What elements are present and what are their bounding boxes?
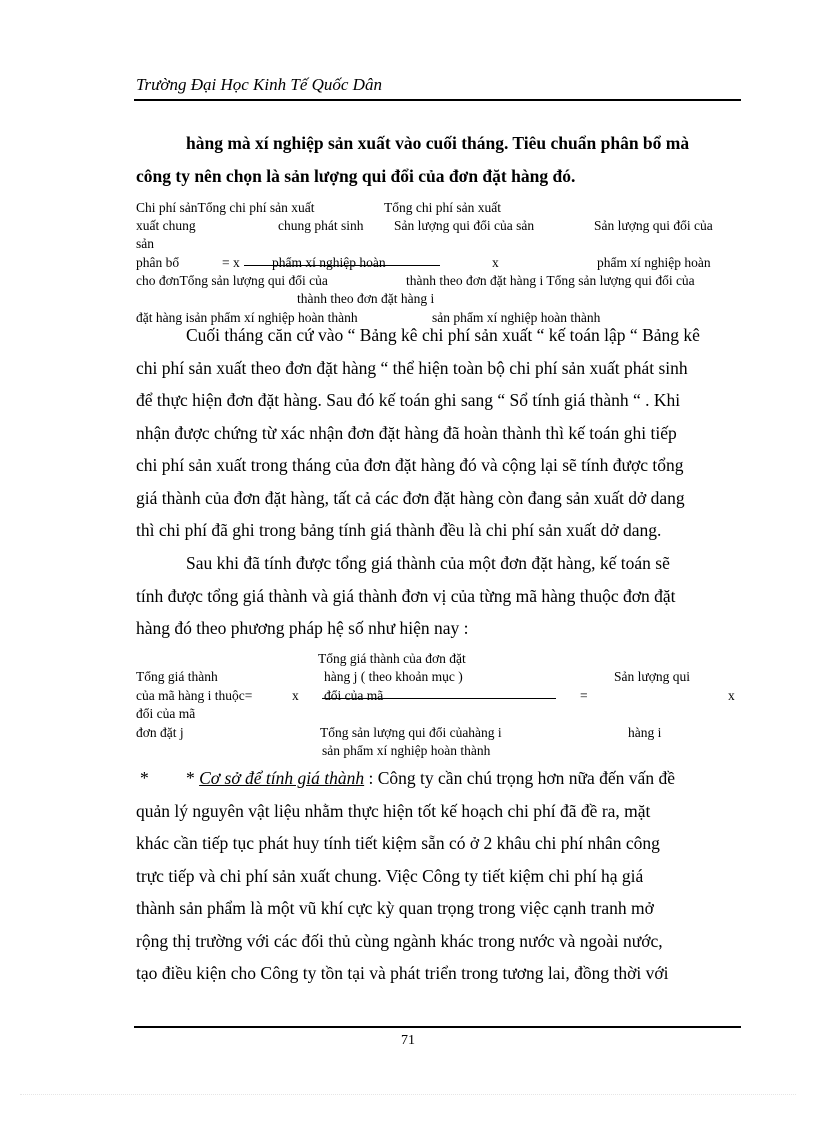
paragraph-4-line-4: trực tiếp và chi phí sản xuất chung. Việc Công ty tiết kiệm chi phí hạ giá [136,865,644,886]
formula1-row5-a: cho đơnTổng sản lượng qui đổi của [136,273,328,288]
formula2-right-1: Sản lượng qui [614,669,690,684]
page-boundary [20,1094,796,1095]
formula1-row1-left: Chi phí sảnTổng chi phí sản xuất [136,200,315,215]
formula1-row4-x: x [492,255,499,270]
formula1-row4-a: phân bổ [136,255,180,270]
bullet-star-1: * [140,768,149,788]
paragraph-1-line-1: hàng mà xí nghiệp sản xuất vào cuối tháng. Tiêu chuẩn phân bổ mà [186,133,690,153]
footer-divider [134,1026,741,1028]
formula1-row1-right: Tổng chi phí sản xuất [384,200,501,215]
formula1-row2-b: chung phát sinh [278,218,364,233]
formula2-bottom-2: sản phẩm xí nghiệp hoàn thành [322,743,491,758]
formula1-row4-e: phẩm xí nghiệp hoàn [597,255,711,270]
paragraph-4-line-2: quản lý nguyên vật liệu nhằm thực hiện tốt kế hoạch chi phí đã đề ra, mặt [136,800,651,821]
formula2-top-3: đổi của mã [324,688,384,703]
formula2-equals: = [580,688,588,703]
page-number: 71 [401,1033,415,1048]
formula2-top-2: hàng j ( theo khoản mục ) [324,669,463,684]
paragraph-2-line-7: thì chi phí đã ghi trong bảng tính giá thành đều là chi phí sản xuất dở dang. [136,520,662,540]
paragraph-2-line-6: giá thành của đơn đặt hàng, tất cả các đơn đặt hàng còn đang sản xuất dở dang [136,487,685,508]
formula2-left-3: đổi của mã [136,706,196,721]
paragraph-3-line-2: tính được tổng giá thành và giá thành đơn vị của từng mã hàng thuộc đơn đặt [136,585,676,606]
formula2-top-1: Tổng giá thành của đơn đặt [318,651,466,666]
paragraph-4 [136,762,741,990]
paragraph-2-line-5: chi phí sản xuất trong tháng của đơn đặt hàng đó và cộng lại sẽ tính được tổng [136,455,684,475]
formula2-left-2: của mã hàng i thuộc= [136,688,253,703]
formula2-bottom-1: Tổng sản lượng qui đổi củahàng i [320,725,502,740]
paragraph-4-line-6: rộng thị trường với các đối thủ cùng ngành khác trong nước và ngoài nước, [136,930,663,951]
formula1-row2-d: Sản lượng qui đổi của [594,218,713,233]
formula1-row7-a: đặt hàng isản phẩm xí nghiệp hoàn thành [136,310,358,325]
formula2-x-2: x [728,688,735,703]
formula2-x-1: x [292,688,299,703]
formula1-row2-a: xuất chung [136,218,196,233]
paragraph-3-line-3: hàng đó theo phương pháp hệ số như hiện nay : [136,618,469,638]
paragraph-2 [136,319,741,547]
formula1-row4-c: phẩm xí nghiệp hoàn [272,255,386,270]
paragraph-1-line-2: công ty nên chọn là sản lượng qui đổi của đơn đặt hàng đó. [136,165,576,186]
formula1-row2-c: Sản lượng qui đổi của sản [394,218,535,233]
formula2-left-1: Tổng giá thành [136,669,218,684]
paragraph-4-line-1-text: : Công ty cần chú trọng hơn nữa đến vấn đề [364,768,675,788]
formula1-row7-b: sản phẩm xí nghiệp hoàn thành [432,310,601,325]
paragraph-2-line-4: nhận được chứng từ xác nhận đơn đặt hàng đã hoàn thành thì kế toán ghi tiếp [136,422,677,443]
header-title: Trường Đại Học Kinh Tế Quốc Dân [136,75,382,94]
formula1-row4-eq: = x [222,255,240,270]
bullet-star-2: * [186,768,195,788]
paragraph-4-line-5: thành sản phẩm là một vũ khí cực kỳ quan trọng trong việc cạnh tranh mở [136,898,654,918]
formula2-left-4: đơn đặt j [136,725,184,740]
formula2-fraction-bar [322,698,556,699]
paragraph-1 [136,127,741,192]
paragraph-3 [136,547,741,645]
paragraph-2-line-1: Cuối tháng căn cứ vào “ Bảng kê chi phí sản xuất “ kế toán lập “ Bảng kê [186,325,700,345]
paragraph-3-line-1: Sau khi đã tính được tổng giá thành của một đơn đặt hàng, kế toán sẽ [186,553,670,573]
paragraph-4-line-7: tạo điều kiện cho Công ty tồn tại và phát triển trong tương lai, đồng thời với [136,963,669,983]
formula1-row6: thành theo đơn đặt hàng i [297,291,435,306]
paragraph-4-line-3: khác cần tiếp tục phát huy tính tiết kiệm sẵn có ở 2 khâu chi phí nhân công [136,833,660,853]
formula1-row5-b: thành theo đơn đặt hàng i Tổng sản lượng qui đổi của [406,273,695,288]
header-divider [134,99,741,101]
formula2-right-2: hàng i [628,725,662,740]
paragraph-2-line-3: để thực hiện đơn đặt hàng. Sau đó kế toán ghi sang “ Sổ tính giá thành “ . Khi [136,390,681,410]
formula1-fraction-bar [244,265,440,266]
paragraph-4-line-1 [136,762,741,795]
section-label: Cơ sở để tính giá thành [199,768,365,788]
formula1-row3: sản [136,236,154,251]
paragraph-2-line-2: chi phí sản xuất theo đơn đặt hàng “ thể hiện toàn bộ chi phí sản xuất phát sinh [136,357,688,378]
